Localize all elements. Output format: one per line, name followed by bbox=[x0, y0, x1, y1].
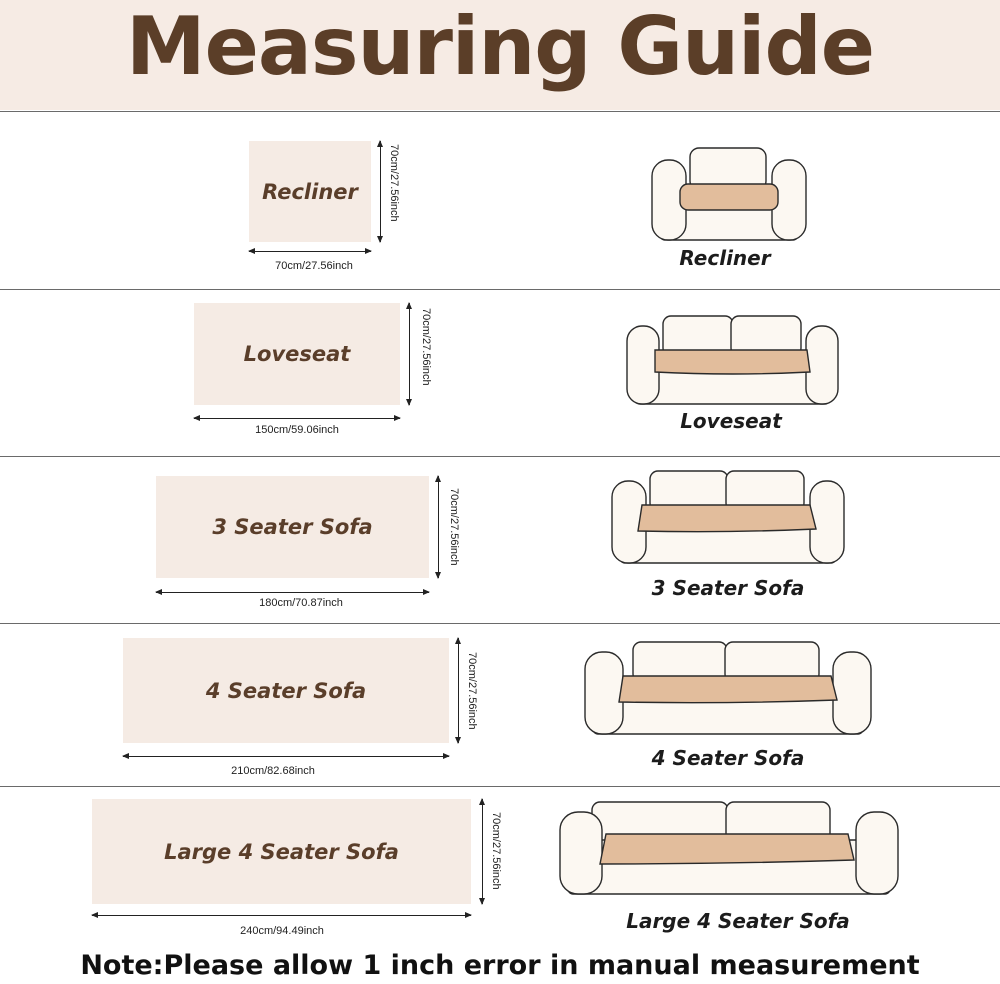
height-label: 70cm/27.56inch bbox=[490, 812, 502, 890]
footer-note: Note:Please allow 1 inch error in manual measurement bbox=[80, 950, 920, 981]
3-seater-illustration bbox=[610, 469, 846, 567]
divider bbox=[0, 786, 1000, 787]
loveseat-illustration bbox=[625, 314, 840, 408]
height-label: 70cm/27.56inch bbox=[420, 308, 432, 386]
size-panel-large-4-seater bbox=[92, 799, 471, 904]
title-banner bbox=[0, 0, 1000, 110]
width-label: 240cm/94.49inch bbox=[240, 925, 324, 937]
sofa-label: 3 Seater Sofa bbox=[651, 576, 805, 600]
4-seater-illustration bbox=[583, 640, 873, 738]
divider bbox=[0, 623, 1000, 624]
divider bbox=[0, 289, 1000, 290]
panel-label: Loveseat bbox=[243, 342, 351, 366]
size-panel-3-seater bbox=[156, 476, 429, 578]
height-arrow bbox=[482, 799, 483, 904]
height-arrow bbox=[438, 476, 439, 578]
large-4-seater-illustration bbox=[558, 800, 900, 898]
sofa-label: 4 Seater Sofa bbox=[651, 746, 805, 770]
height-arrow bbox=[380, 141, 381, 242]
height-arrow bbox=[458, 638, 459, 743]
height-arrow bbox=[409, 303, 410, 405]
width-arrow bbox=[92, 915, 471, 916]
height-label: 70cm/27.56inch bbox=[448, 488, 460, 566]
panel-label: Recliner bbox=[262, 179, 358, 204]
width-arrow bbox=[123, 756, 449, 757]
size-panel-4-seater bbox=[123, 638, 449, 743]
divider bbox=[0, 456, 1000, 457]
sofa-label: Recliner bbox=[679, 246, 771, 270]
sofa-label: Loveseat bbox=[680, 409, 782, 433]
sofa-label: Large 4 Seater Sofa bbox=[626, 909, 850, 933]
panel-label: 4 Seater Sofa bbox=[205, 678, 367, 703]
page-title: Measuring Guide bbox=[126, 0, 874, 93]
width-label: 70cm/27.56inch bbox=[275, 260, 353, 272]
width-label: 150cm/59.06inch bbox=[255, 424, 339, 436]
size-panel-recliner bbox=[249, 141, 371, 242]
recliner-illustration bbox=[650, 146, 808, 244]
panel-label: 3 Seater Sofa bbox=[212, 515, 373, 539]
size-panel-loveseat bbox=[194, 303, 400, 405]
width-arrow bbox=[194, 418, 400, 419]
width-arrow bbox=[249, 251, 371, 252]
height-label: 70cm/27.56inch bbox=[388, 144, 400, 222]
width-label: 180cm/70.87inch bbox=[259, 597, 343, 609]
height-label: 70cm/27.56inch bbox=[466, 652, 478, 730]
panel-label: Large 4 Seater Sofa bbox=[164, 839, 399, 864]
width-label: 210cm/82.68inch bbox=[231, 765, 315, 777]
width-arrow bbox=[156, 592, 429, 593]
divider bbox=[0, 111, 1000, 112]
